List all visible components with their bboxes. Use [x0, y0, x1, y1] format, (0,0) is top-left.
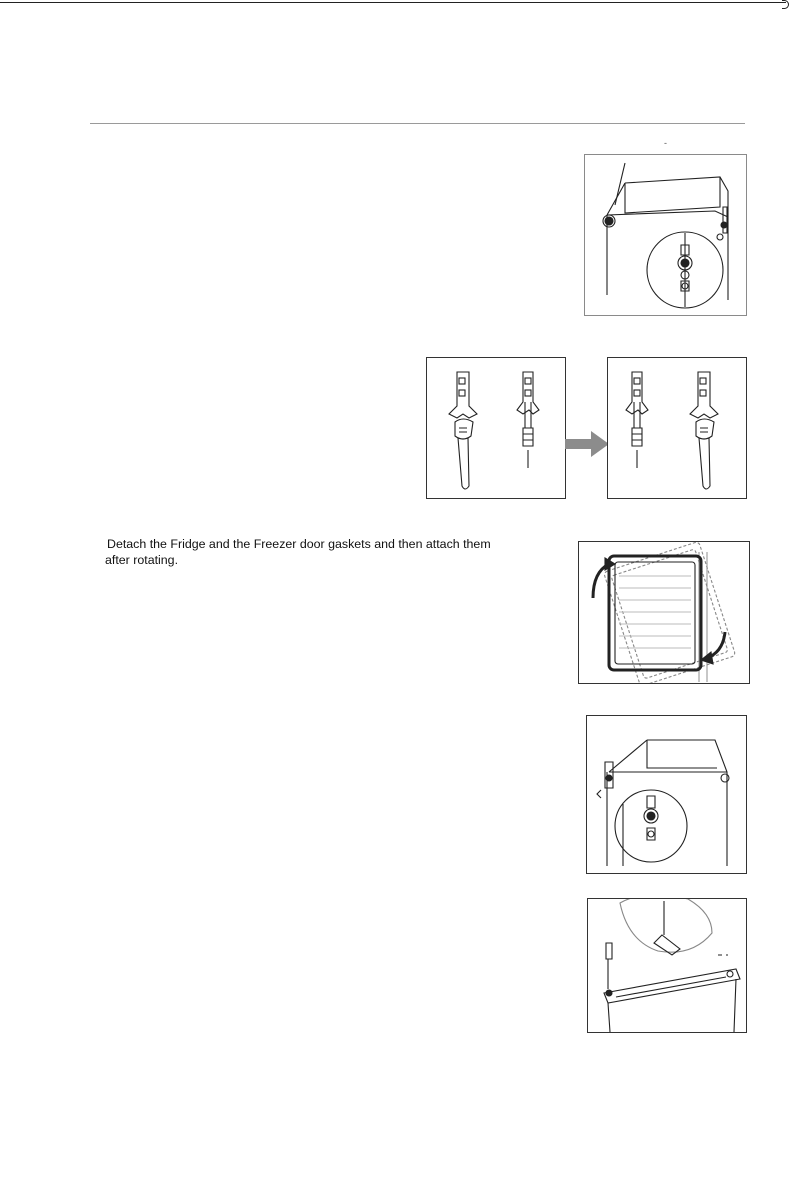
hinge-screw-detail-icon	[587, 716, 746, 873]
header-mark: -	[664, 138, 667, 148]
rotate-arrows-icon	[579, 542, 749, 683]
hinge-after-figure	[607, 357, 747, 499]
gasket-instruction	[107, 536, 507, 568]
top-hinge-left-figure	[584, 154, 747, 316]
gasket-instruction-line2: after rotating.	[105, 553, 179, 567]
screwdriver-icon	[588, 899, 746, 1032]
hinge-wrench-icon	[608, 358, 746, 498]
top-hinge-right-figure	[586, 715, 747, 874]
page-top-border-cap	[782, 0, 789, 9]
gasket-rotate-figure	[578, 541, 750, 684]
hinge-wrench-icon	[427, 358, 565, 498]
next-step-arrow-icon	[565, 431, 609, 457]
top-cover-screwdriver-figure	[587, 898, 747, 1033]
gasket-instruction-line1: Detach the Fridge and the Freezer door gaskets and then attach them	[107, 537, 491, 551]
page-top-border	[0, 2, 786, 3]
hinge-screw-detail-icon	[585, 155, 746, 315]
hinge-before-figure	[426, 357, 566, 499]
header-divider	[90, 123, 745, 124]
